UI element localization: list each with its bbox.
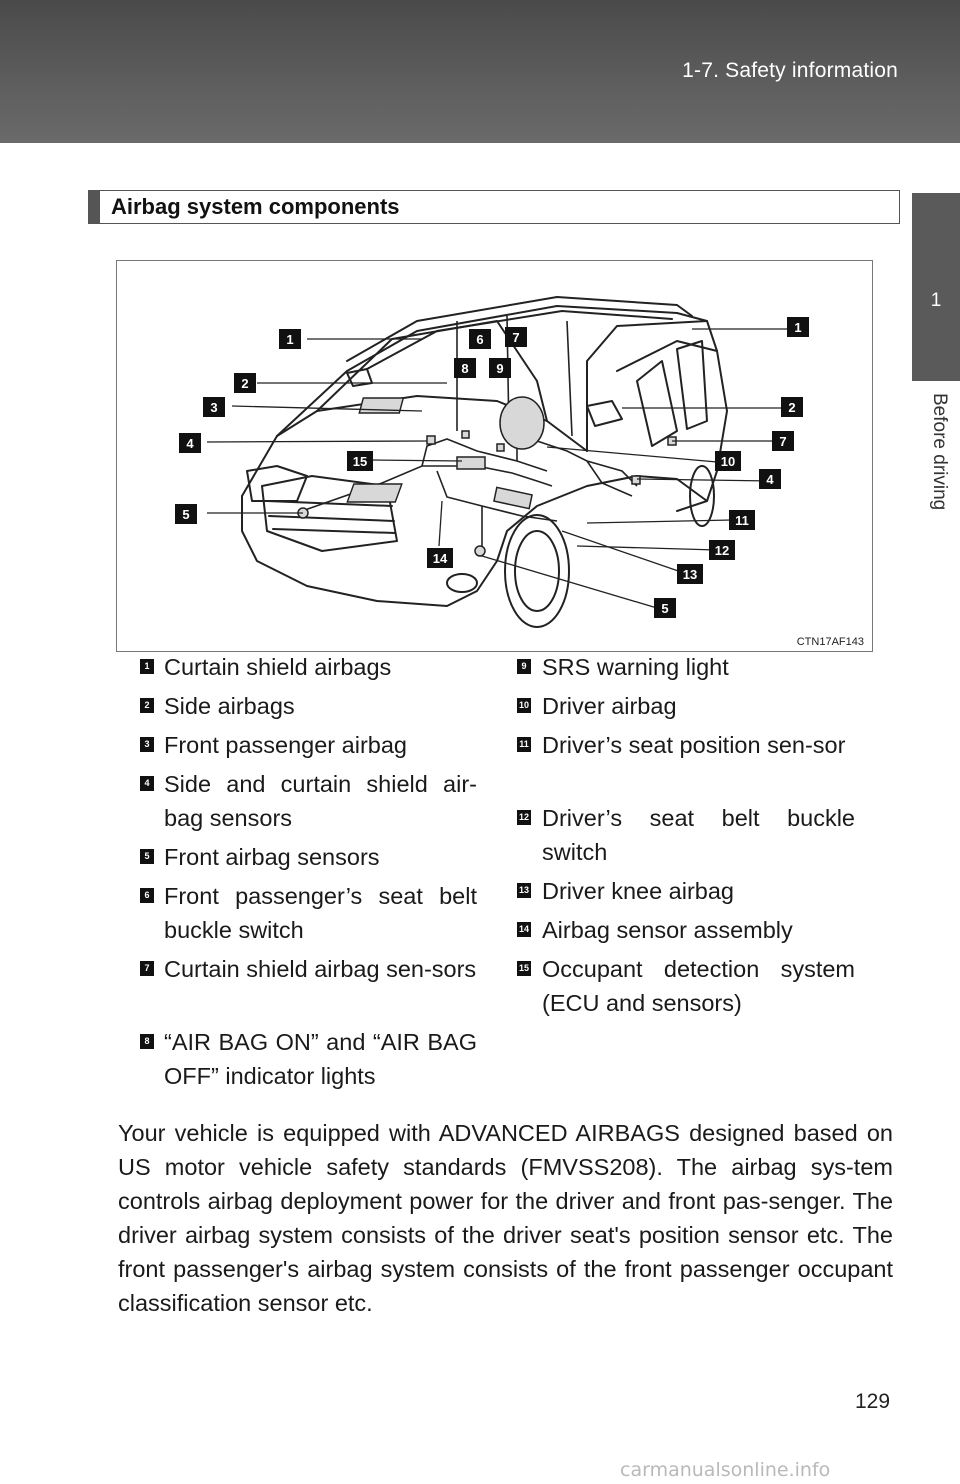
legend-label: SRS warning light bbox=[542, 654, 729, 680]
legend-badge: 12 bbox=[517, 810, 531, 825]
callout-badge bbox=[781, 397, 803, 417]
legend-badge: 15 bbox=[517, 961, 531, 976]
legend-item bbox=[140, 840, 477, 879]
page-header bbox=[0, 0, 960, 143]
occupant-detection-ecu bbox=[457, 457, 485, 469]
legend-label: Airbag sensor assembly bbox=[542, 917, 793, 943]
callout-badge bbox=[787, 317, 809, 337]
legend-item bbox=[140, 879, 477, 952]
page-number: 129 bbox=[855, 1390, 891, 1413]
svg-text:10: 10 bbox=[720, 454, 736, 469]
section-title-box bbox=[88, 190, 900, 224]
legend-label: Occupant detection system (ECU and sensors) bbox=[542, 956, 855, 1016]
svg-text:3: 3 bbox=[210, 400, 218, 415]
legend-item bbox=[517, 874, 855, 913]
legend-item bbox=[140, 952, 477, 1025]
svg-text:2: 2 bbox=[788, 400, 796, 415]
legend-badge: 6 bbox=[140, 888, 154, 903]
legend-item bbox=[517, 801, 855, 874]
legend-label: Side airbags bbox=[164, 693, 295, 719]
callout-badge bbox=[772, 431, 794, 451]
callout-badge bbox=[654, 598, 676, 618]
legend-label: Driver’s seat position sen-sor bbox=[542, 732, 846, 758]
callout-badge bbox=[709, 540, 735, 560]
callout-badge bbox=[489, 358, 511, 378]
callout-badge bbox=[347, 451, 373, 471]
svg-text:1: 1 bbox=[794, 320, 802, 335]
legend-item bbox=[140, 689, 477, 728]
callout-badge bbox=[469, 329, 491, 349]
callout-badge bbox=[279, 329, 301, 349]
body-paragraph: Your vehicle is equipped with ADVANCED AIRBAGS designed based on US motor vehicle safety standards (FMVSS208). The airbag sys-tem controls airbag deployment power for the driver and front pas-senger. The driver airbag system consists of the driver seat's position sensor etc. The front passenger's airbag system consists of the front passenger occupant classification sensor etc. bbox=[118, 1120, 893, 1316]
callout-badge bbox=[759, 469, 781, 489]
legend-label: Front passenger airbag bbox=[164, 732, 407, 758]
section-title: Airbag system components bbox=[111, 194, 400, 219]
callout-badge bbox=[175, 504, 197, 524]
legend-badge: 10 bbox=[517, 698, 531, 713]
legend-label: Driver knee airbag bbox=[542, 878, 735, 904]
legend-label: Front passenger’s seat belt buckle switch bbox=[164, 883, 477, 943]
legend-badge: 2 bbox=[140, 698, 154, 713]
svg-text:7: 7 bbox=[512, 330, 520, 345]
watermark: carmanualsonline.info bbox=[620, 1459, 831, 1481]
legend-item bbox=[517, 952, 855, 1025]
svg-text:11: 11 bbox=[735, 513, 749, 528]
svg-text:4: 4 bbox=[766, 472, 774, 487]
callout-badge bbox=[203, 397, 225, 417]
legend-label: Side and curtain shield air-bag sensors bbox=[164, 771, 477, 831]
callout-badge bbox=[729, 510, 755, 530]
figure-code: CTN17AF143 bbox=[796, 636, 864, 648]
svg-text:6: 6 bbox=[476, 332, 484, 347]
legend-left bbox=[140, 650, 477, 1098]
svg-text:9: 9 bbox=[496, 361, 504, 376]
airbag-diagram bbox=[116, 260, 873, 652]
legend-label: “AIR BAG ON” and “AIR BAG OFF” indicator lights bbox=[164, 1029, 477, 1089]
legend-item bbox=[140, 650, 477, 689]
callout-badge bbox=[505, 327, 527, 347]
legend-label: Curtain shield airbags bbox=[164, 654, 392, 680]
callout-badge bbox=[427, 548, 453, 568]
svg-text:4: 4 bbox=[186, 436, 194, 451]
svg-text:2: 2 bbox=[241, 376, 249, 391]
legend-badge: 13 bbox=[517, 883, 531, 898]
legend-item bbox=[517, 689, 855, 728]
chapter-tab-number: 1 bbox=[930, 290, 942, 311]
svg-text:15: 15 bbox=[352, 454, 368, 469]
svg-text:5: 5 bbox=[661, 601, 669, 616]
callout-badge bbox=[715, 451, 741, 471]
chapter-tab-label: Before driving bbox=[929, 393, 950, 511]
side-sensor-driver bbox=[632, 476, 640, 484]
legend-badge: 4 bbox=[140, 776, 154, 791]
section-title-bar bbox=[89, 191, 100, 223]
legend-item bbox=[140, 767, 477, 840]
vehicle-illustration bbox=[117, 261, 874, 653]
legend-item bbox=[517, 650, 855, 689]
legend-label: Front airbag sensors bbox=[164, 844, 380, 870]
legend-item bbox=[517, 913, 855, 952]
legend-item bbox=[517, 728, 855, 801]
svg-text:8: 8 bbox=[461, 361, 469, 376]
svg-text:7: 7 bbox=[779, 434, 787, 449]
chapter-tab bbox=[912, 193, 960, 381]
front-airbag-sensor-right bbox=[475, 546, 485, 556]
legend-badge: 1 bbox=[140, 659, 154, 674]
steering-wheel-driver-airbag bbox=[500, 397, 544, 449]
legend-badge: 5 bbox=[140, 849, 154, 864]
svg-text:14: 14 bbox=[432, 551, 448, 566]
callout-badge bbox=[454, 358, 476, 378]
legend-label: Curtain shield airbag sen-sors bbox=[164, 956, 477, 982]
srs-warning-light bbox=[497, 444, 504, 451]
indicator-lights bbox=[462, 431, 469, 438]
airbag-sensor-assembly bbox=[347, 484, 402, 502]
callout-badge bbox=[179, 433, 201, 453]
header-section-title: 1-7. Safety information bbox=[682, 59, 898, 82]
legend-badge: 14 bbox=[517, 922, 531, 937]
callout-badge bbox=[234, 373, 256, 393]
svg-text:13: 13 bbox=[682, 567, 698, 582]
side-sensor-passenger bbox=[427, 436, 435, 444]
legend-label: Driver’s seat belt buckle switch bbox=[542, 805, 855, 865]
legend-badge: 7 bbox=[140, 961, 154, 976]
svg-text:1: 1 bbox=[286, 332, 294, 347]
svg-text:5: 5 bbox=[182, 507, 190, 522]
legend-right bbox=[517, 650, 855, 1025]
legend-label: Driver airbag bbox=[542, 693, 677, 719]
legend-badge: 8 bbox=[140, 1034, 154, 1049]
svg-text:12: 12 bbox=[714, 543, 730, 558]
legend-badge: 11 bbox=[517, 737, 531, 752]
driver-knee-airbag bbox=[494, 487, 532, 508]
legend-badge: 3 bbox=[140, 737, 154, 752]
legend-item bbox=[140, 1025, 477, 1098]
legend-badge: 9 bbox=[517, 659, 531, 674]
legend-item bbox=[140, 728, 477, 767]
callout-badge bbox=[677, 564, 703, 584]
